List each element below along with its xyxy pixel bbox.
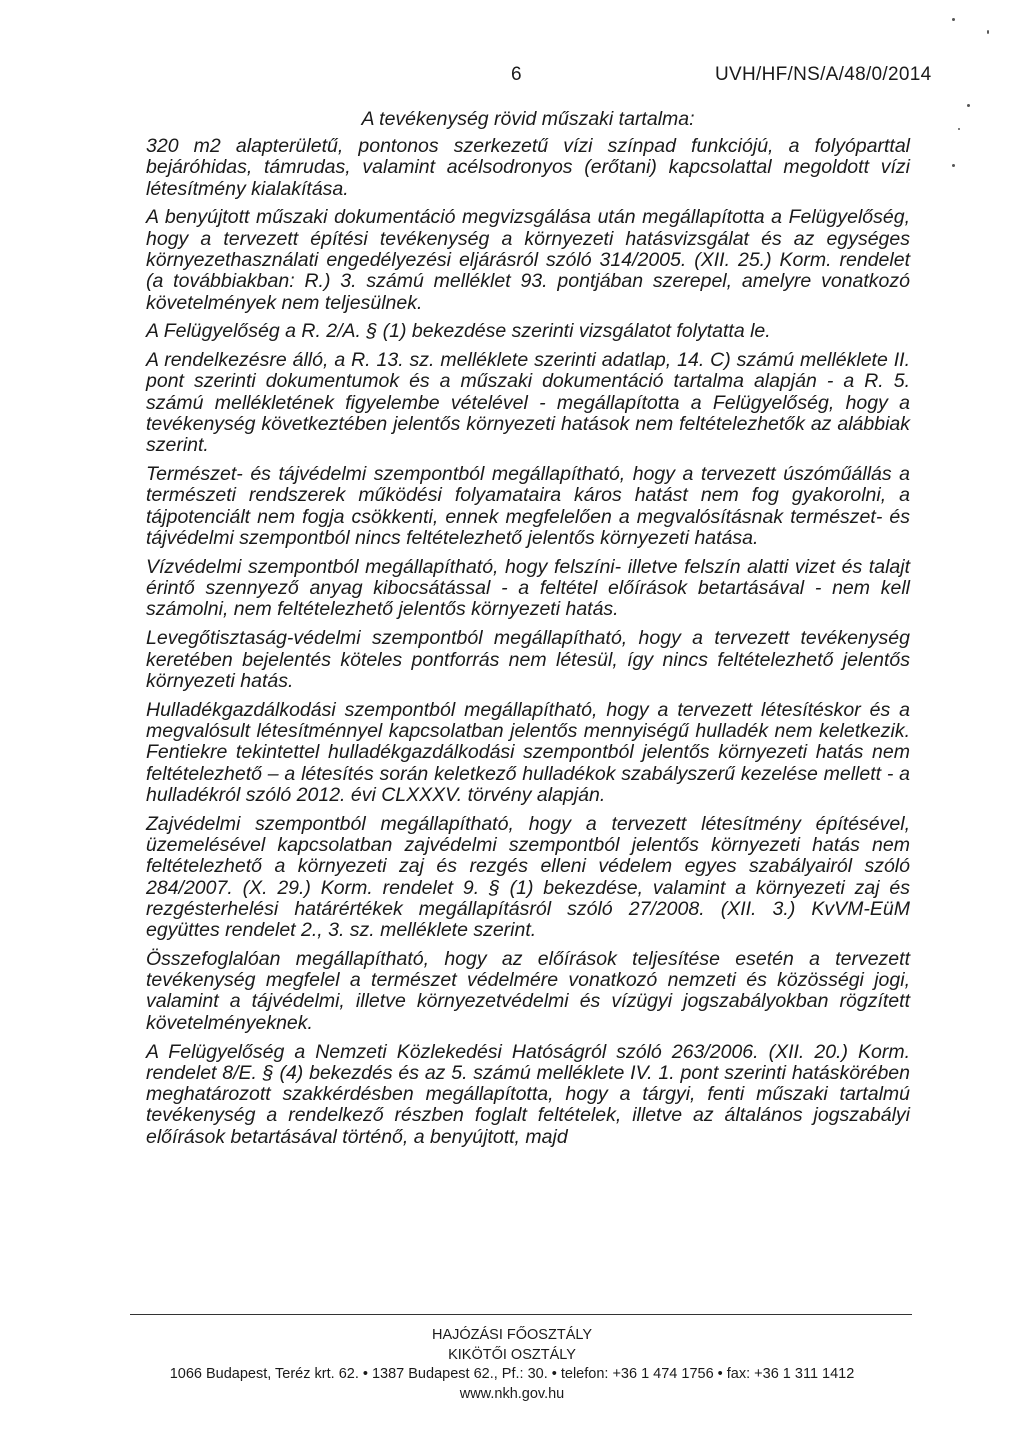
paragraph: A benyújtott műszaki dokumentáció megvizsgálása után megállapította a Felügyelőség, hogy a tervezett építési tevékenység a környezeti hatásvizsgálat és az egységes környezethasználati engedélyezési eljárásról szóló 314/2005. (XII. 25.) Korm. rendelet (a továbbiakban: R.) 3. számú melléklet 93. pontjában szerepel, amelyre vonatkozó követelmények nem teljesülnek. xyxy=(146,206,910,314)
scan-speck xyxy=(952,164,955,167)
page-number: 6 xyxy=(511,64,522,85)
paragraph: A Felügyelőség a R. 2/A. § (1) bekezdése szerinti vizsgálatot folytatta le. xyxy=(146,320,771,343)
scan-speck xyxy=(967,104,970,107)
paragraph: Hulladékgazdálkodási szempontból megállapítható, hogy a tervezett létesítéskor és a megvalósult létesítménnyel kapcsolatban jelentős mennyiségű hulladék nem keletkezik. Fentiekre tekintettel hulladékgazdálkodási szempontból jelentős környezeti hatás nem feltételezhető – a létesítés során keletkező hulladékok szabályszerű kezelése mellett - a hulladékról szóló 2012. évi CLXXXV. törvény alapján. xyxy=(146,698,910,806)
scan-speck xyxy=(987,30,989,34)
page-header xyxy=(0,64,1024,92)
section-title: A tevékenység rövid műszaki tartalma: xyxy=(361,108,695,130)
scan-speck xyxy=(958,128,960,130)
paragraph: Levegőtisztaság-védelmi szempontból megállapítható, hogy a tervezett tevékenység keretében bejelentés köteles pontforrás nem létesül, így nincs feltételezhető jelentős környezeti hatás. xyxy=(146,627,910,692)
footer-divider xyxy=(130,1314,912,1315)
footer-address: 1066 Budapest, Teréz krt. 62. • 1387 Budapest 62., Pf.: 30. • telefon: +36 1 474 1756 • fax: +36 1 311 1412 xyxy=(169,1366,855,1382)
paragraph: A rendelkezésre álló, a R. 13. sz. melléklete szerinti adatlap, 14. C) számú melléklete II. pont szerinti dokumentumok és a műszaki dokumentáció tartalma alapján - a R. 5. számú mellékletének figyelembe vételével - megállapította a Felügyelőség, hogy a tevékenység következtében jelentős környezeti hatások nem feltételezhetők az alábbiak szerint. xyxy=(146,349,910,457)
footer-department: HAJÓZÁSI FŐOSZTÁLY xyxy=(431,1327,593,1343)
page-footer xyxy=(0,1326,1024,1404)
footer-division: KIKÖTŐI OSZTÁLY xyxy=(448,1346,576,1363)
paragraph: Zajvédelmi szempontból megállapítható, hogy a tervezett létesítmény építésével, üzemelésével kapcsolatban zajvédelmi szempontból jelentős környezeti hatás nem feltételezhető a környezeti zaj és rezgés elleni védelem egyes szabályairól szóló 284/2007. (X. 29.) Korm. rendelet 9. § (1) bekezdése, valamint a környezeti zaj és rezgésterhelési határértékek megállapításról szóló 27/2008. (XII. 3.) KvVM-EüM együttes rendelet 2., 3. sz. melléklete szerint. xyxy=(146,812,910,942)
paragraph: Vízvédelmi szempontból megállapítható, hogy felszíni- illetve felszín alatti vizet és talajt érintő szennyező anyag kibocsátással - a feltétel előírások betartásával - nem kell számolni, nem feltételezhető jelentős környezeti hatás. xyxy=(146,555,910,621)
paragraph: Összefoglalóan megállapítható, hogy az előírások teljesítése esetén a tervezett tevékenység megfelel a természet védelmére vonatkozó nemzeti és közösségi jogi, valamint a tájvédelmi, illetve környezetvédelmi és vízügyi jogszabályokban rögzített követelményeknek. xyxy=(146,947,910,1034)
scan-speck xyxy=(952,18,955,21)
paragraph: A Felügyelőség a Nemzeti Közlekedési Hatóságról szóló 263/2006. (XII. 20.) Korm. rendelet 8/E. § (4) bekezdés és az 5. számú melléklete IV. 1. pont szerinti hatáskörében meghatározott szakkérdésben megállapította, hogy a tárgyi, fenti műszaki tartalmú tevékenység a rendelkező részben foglalt feltételek, illetve az általános jogszabályi előírások betartásával történő, a benyújtott, majd xyxy=(146,1040,910,1148)
footer-website: www.nkh.gov.hu xyxy=(459,1385,565,1402)
paragraph: Természet- és tájvédelmi szempontból megállapítható, hogy a tervezett úszóműállás a természeti rendszerek működési folyamataira káros hatást nem fog gyakorolni, a tájpotenciált nem fogja csökkenti, ennek megfelelően a megvalósításnak természet- és tájvédelmi szempontból nincs feltételezhető jelentős környezeti hatása. xyxy=(146,463,910,550)
paragraph: 320 m2 alapterületű, pontonos szerkezetű vízi színpad funkciójú, a folyóparttal bejáróhidas, támrudas, valamint acélsodronyos (erőtani) kapcsolattal megoldott vízi létesítmény kialakítása. xyxy=(146,135,910,200)
document-reference: UVH/HF/NS/A/48/0/2014 xyxy=(715,64,932,85)
document-body xyxy=(146,136,910,1156)
